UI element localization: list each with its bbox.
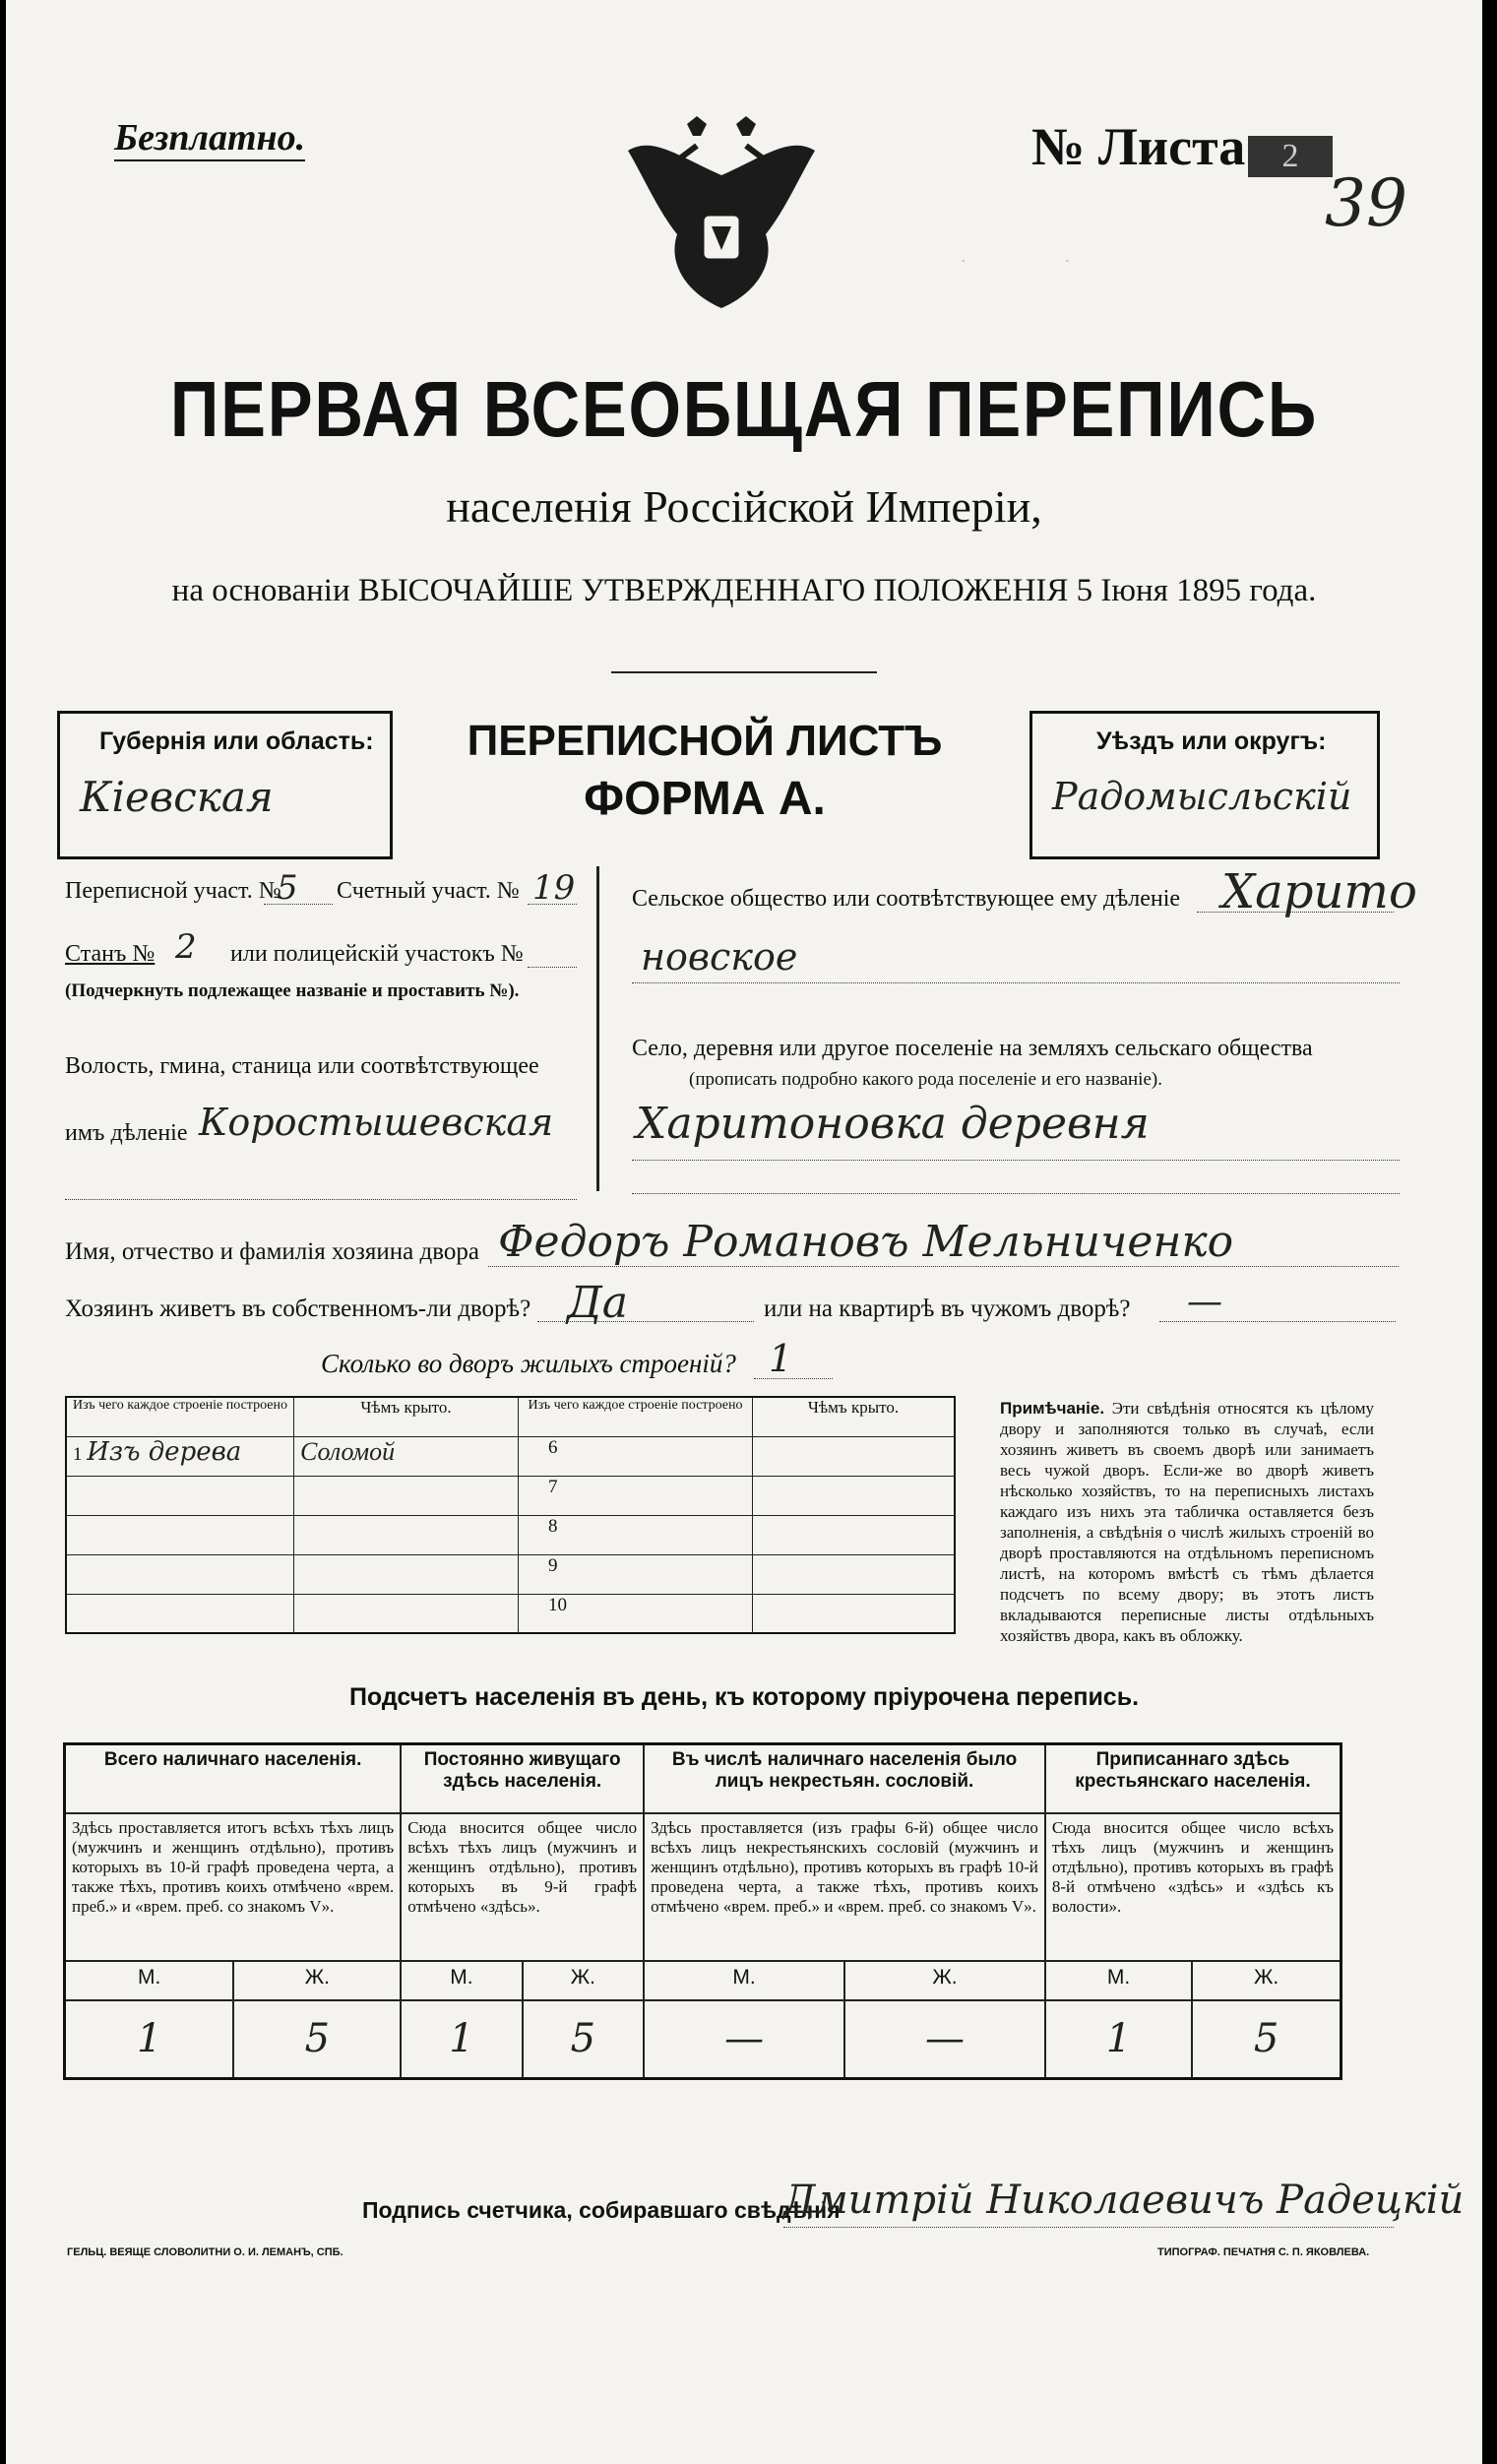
buildings-label: Сколько во дворъ жилыхъ строеній? [321,1349,736,1378]
roof-value: Соломой [293,1436,518,1476]
village-value: Харитоновка деревня [636,1099,1150,1149]
table-row: 7 [66,1476,955,1515]
col-material-header: Изъ чего каждое строеніе построено [66,1397,293,1436]
print-credit-right: ТИПОГРАФ. ПЕЧАТНЯ С. П. ЯКОВЛЕВА. [1157,2246,1370,2258]
form-letter: ФОРМА А. [584,773,826,825]
uezd-value: Радомысльскій [1052,775,1352,818]
owner-name-label: Имя, отчество и фамилія хозяина двора [65,1238,479,1265]
note-block [1000,1398,1374,1646]
society-value-1: Харито [1221,864,1417,919]
free-label: Безплатно. [114,116,305,161]
uezd-box [1029,711,1380,859]
census-sheet [6,0,1482,2464]
form-title: ПЕРЕПИСНОЙ ЛИСТЪ [467,717,943,765]
tally-col-4-desc: Сюда вносится общее число всѣхъ тѣхъ лицъ (мужчинъ и женщинъ отдѣльно), противъ которыхъ въ графѣ 8-й отмѣчено «здѣсь» и «здѣсь къ волости». [1045,1813,1341,1961]
owner-name-value: Федоръ Романовъ Мельниченко [498,1217,1234,1267]
underline-note: (Подчеркнуть подлежащее названіе и проставить №). [65,980,520,1001]
volost-value: Коростышевская [199,1101,554,1144]
note-text: Эти свѣдѣнія относятся къ цѣлому двору и заполняются только въ случаѣ, если хозяинъ живетъ въ своемъ дворѣ или занимаетъ весь чужой дворъ. Если-же во дворѣ живетъ нѣсколько хозяйствъ, то на переписныхъ листахъ каждаго изъ нихъ эта табличка оставляется безъ заполненія, а свѣдѣнія о числѣ жилыхъ строеній во дворѣ проставляются на отдѣльномъ переписномъ листѣ, на которомъ вмѣстѣ съ тѣмъ дѣлается подсчетъ по всему двору; въ этотъ листъ вкладываются переписные листы отдѣльныхъ хозяйствъ двора, какъ въ обложку. [1000,1399,1375,1645]
table-row: 8 [66,1515,955,1554]
signature-value: Дмитрій Николаевичъ Радецкій [783,2178,1465,2223]
col-material-header-2: Изъ чего каждое строеніе построено [518,1397,752,1436]
buildings-value: 1 [769,1337,793,1380]
signature-label: Подпись счетчика, собиравшаго свѣдѣнія [362,2197,841,2223]
other-yard-label: или на квартирѣ въ чужомъ дворѣ? [764,1295,1131,1322]
village-note: (прописать подробно какого рода поселеніе и его названіе). [689,1069,1162,1090]
ornament-divider [611,671,877,673]
police-label: или полицейскій участокъ № [230,941,524,967]
material-value: Изъ дерева [87,1436,242,1467]
volost-label-2: имъ дѣленіе [65,1120,188,1146]
tally-col-4-header: Приписаннаго здѣсь крестьянскаго населенія. [1045,1744,1341,1813]
tally-col-3-desc: Здѣсь проставляется (изъ графы 6-й) общее число всѣхъ лицъ некрестьянскихъ сословій (мужчинъ и женщинъ отдѣльно), противъ которыхъ въ графѣ 10-й проведена черта, а также тѣхъ, противъ коихъ отмѣчено «врем. преб.» и «врем. преб. со знакомъ V». [644,1813,1045,1961]
col-roof-header-2: Чѣмъ крыто. [752,1397,955,1436]
form-title-box [400,707,1010,854]
other-yard-value: — [1187,1282,1222,1322]
print-credit-left: ГЕЛЬЦ. ВЕЯЩЕ СЛОВОЛИТНИ О. И. ЛЕМАНЪ, СПБ. [67,2246,343,2258]
table-row: 1 Изъ дерева Соломой 6 [66,1436,955,1476]
volost-label: Волость, гмина, станица или соотвѣтствующее [65,1053,539,1079]
stan-value: 2 [175,927,197,967]
tally-col-1-header: Всего наличнаго населенія. [65,1744,402,1813]
col-roof-header: Чѣмъ крыто. [293,1397,518,1436]
schetny-value: 19 [532,868,576,908]
own-yard-label: Хозяинъ живетъ въ собственномъ-ли дворѣ? [65,1295,531,1322]
tally-values-row: 1 5 1 5 — — 1 5 [65,2000,1341,2079]
perepisnoi-label: Переписной участ. № [65,878,281,904]
gubernia-box [57,711,393,859]
column-divider [596,866,599,1191]
main-title: ПЕРВАЯ ВСЕОБЩАЯ ПЕРЕПИСЬ [169,365,1319,453]
schetny-label: Счетный участ. № [337,878,520,904]
table-row: 10 [66,1594,955,1633]
village-label: Село, деревня или другое поселеніе на земляхъ сельскаго общества [632,1036,1313,1061]
tally-col-2-desc: Сюда вносится общее число всѣхъ тѣхъ лицъ (мужчинъ и женщинъ отдѣльно), противъ которыхъ въ 9-й графѣ отмѣчено «здѣсь». [401,1813,644,1961]
gubernia-value: Кіевская [80,773,274,821]
page-number: 39 [1325,165,1407,241]
uezd-label: Уѣздъ или округъ: [1096,727,1327,755]
basis-line: на основаніи ВЫСОЧАЙШЕ УТВЕРЖДЕННАГО ПОЛОЖЕНІЯ 5 Іюня 1895 года. [171,573,1317,608]
table-row: 9 [66,1554,955,1594]
perepisnoi-value: 5 [277,868,298,908]
imperial-eagle-emblem [618,116,825,318]
stan-label: Станъ № [65,941,156,967]
bleed-through-text: . . [961,245,1071,267]
buildings-table [65,1396,956,1634]
tally-col-1-desc: Здѣсь проставляется итогъ всѣхъ тѣхъ лицъ (мужчинъ и женщинъ отдѣльно), противъ которыхъ въ 10-й графѣ проведена черта, а также тѣхъ, противъ коихъ отмѣчено «врем. преб.» и «врем. преб. со знакомъ V». [65,1813,402,1961]
society-value-2: новское [641,935,798,979]
own-yard-value: Да [567,1278,629,1328]
note-label: Примѣчаніе. [1000,1399,1105,1418]
sheet-number-label: № Листа [1031,117,1246,176]
tally-col-2-header: Постоянно живущаго здѣсь населенія. [401,1744,644,1813]
tally-table: Всего наличнаго населенія. Постоянно живущаго здѣсь населенія. Въ числѣ наличнаго населенія было лицъ некрестьян. сословій. Приписаннаго здѣсь крестьянскаго населенія. Здѣсь проставляется итогъ всѣхъ тѣхъ лицъ (мужчинъ и женщинъ отдѣльно), противъ которыхъ въ 10-й графѣ проведена черта, а также тѣхъ, противъ коихъ отмѣчено «врем. преб.» и «врем. преб. со знакомъ V». Сюда вносится общее число всѣхъ тѣхъ лицъ (мужчинъ и женщинъ отдѣльно), противъ которыхъ въ 9-й графѣ отмѣчено «здѣсь». Здѣсь проставляется (изъ графы 6-й) общее число всѣхъ лицъ некрестьянскихъ сословій (мужчинъ и женщинъ отдѣльно), противъ которыхъ въ графѣ 10-й проведена черта, а также тѣхъ, противъ коихъ отмѣчено «врем. преб.» и «врем. преб. со знакомъ V». Сюда вносится общее число всѣхъ тѣхъ лицъ (мужчинъ и женщинъ отдѣльно), противъ которыхъ въ графѣ 8-й отмѣчено «здѣсь» и «здѣсь къ волости». М. Ж. М. Ж. М. Ж. М. Ж. 1 5 1 5 — — 1 5 [63,1742,1342,2080]
tally-title: Подсчетъ населенія въ день, къ которому пріурочена перепись. [348,1683,1140,1711]
society-label: Сельское общество или соотвѣтствующее ему дѣленіе [632,886,1181,912]
subtitle: населенія Россійской Имперіи, [446,481,1042,532]
tally-col-3-header: Въ числѣ наличнаго населенія было лицъ некрестьян. сословій. [644,1744,1045,1813]
gubernia-label: Губернія или область: [99,727,374,755]
sheet-number-value: 2 [1248,136,1333,177]
